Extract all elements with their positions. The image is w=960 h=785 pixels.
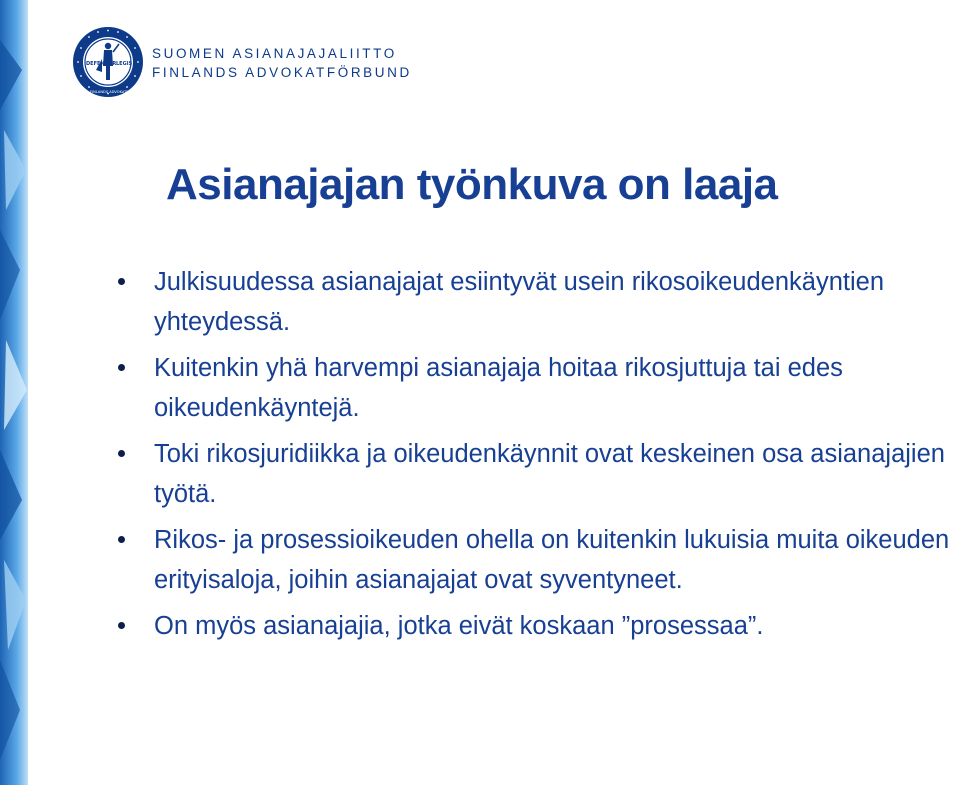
bullet-text: Toki rikosjuridiikka ja oikeudenkäynnit ovat keskeinen osa asianajajien työtä. bbox=[154, 440, 945, 508]
organization-name bbox=[152, 44, 412, 82]
bullet-text: Kuitenkin yhä harvempi asianajaja hoitaa rikosjuttuja tai edes oikeudenkäyntejä. bbox=[154, 354, 843, 422]
svg-text:DEFENSOR: DEFENSOR bbox=[86, 61, 117, 67]
decorative-side-band bbox=[0, 0, 28, 785]
bullet-item bbox=[118, 520, 953, 600]
bullet-dot-icon bbox=[118, 520, 130, 560]
bullet-text: On myös asianajajia, jotka eivät koskaan ”prosessaa”. bbox=[154, 612, 764, 640]
slide-title: Asianajajan työnkuva on laaja bbox=[166, 160, 778, 209]
bullet-text: Julkisuudessa asianajajat esiintyvät usein rikosoikeudenkäyntien yhteydessä. bbox=[154, 268, 885, 336]
bullet-item bbox=[118, 262, 953, 342]
organization-name-swedish: FINLANDS ADVOKATFÖRBUND bbox=[152, 65, 412, 80]
bullet-item bbox=[118, 434, 953, 514]
association-seal-logo bbox=[72, 26, 144, 98]
bullet-dot-icon bbox=[118, 606, 130, 646]
org-header bbox=[72, 26, 412, 98]
organization-name-finnish: SUOMEN ASIANAJAJALIITTO bbox=[152, 46, 397, 61]
bullet-text: Rikos- ja prosessioikeuden ohella on kuitenkin lukuisia muita oikeuden erityisaloja, joihin asianajajat ovat syventyneet. bbox=[154, 526, 950, 594]
bullet-list bbox=[118, 262, 953, 652]
bullet-item bbox=[118, 348, 953, 428]
bullet-item bbox=[118, 606, 953, 646]
bullet-dot-icon bbox=[118, 434, 130, 474]
svg-text:FINLANDS ADVOKATFÖRBUND: FINLANDS ADVOKATFÖRBUND bbox=[90, 90, 144, 94]
svg-text:LEGIS: LEGIS bbox=[116, 61, 133, 67]
bullet-dot-icon bbox=[118, 348, 130, 388]
bullet-dot-icon bbox=[118, 262, 130, 302]
